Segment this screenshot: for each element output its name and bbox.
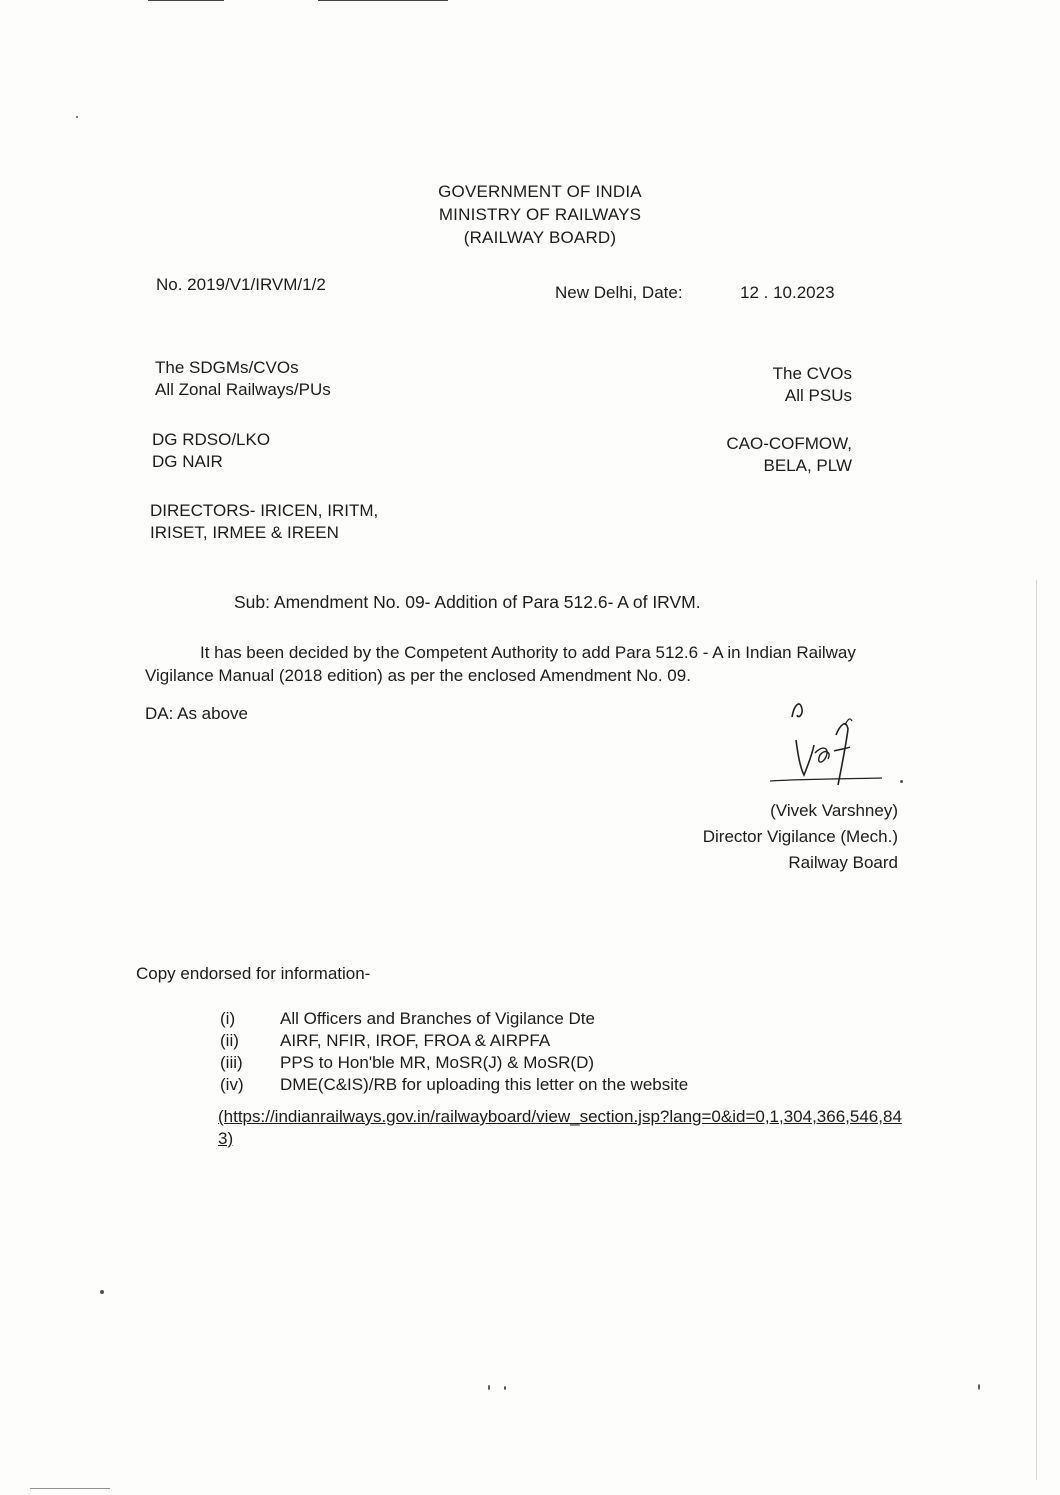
date-label: New Delhi, Date: bbox=[555, 283, 683, 302]
subject-line: Sub: Amendment No. 09- Addition of Para 512.6- A of IRVM. bbox=[234, 592, 701, 612]
scan-speck bbox=[100, 1290, 104, 1294]
addressee-line: BELA, PLW bbox=[763, 456, 852, 475]
list-item-text: DME(C&IS)/RB for uploading this letter on the website bbox=[280, 1075, 689, 1094]
addressee-dg-rdso bbox=[152, 429, 270, 473]
addressee-cvos-psus bbox=[640, 363, 852, 407]
handwritten-signature bbox=[770, 695, 910, 790]
letterhead-board: (RAILWAY BOARD) bbox=[463, 228, 617, 247]
signatory-designation: Director Vigilance (Mech.) bbox=[702, 827, 898, 846]
letterhead-government: GOVERNMENT OF INDIA bbox=[438, 182, 642, 201]
addressee-line: DG NAIR bbox=[152, 452, 223, 471]
website-link[interactable]: (https://indianrailways.gov.in/railwayboard/view_section.jsp?lang=0&id=0,1,304,366,546,843) bbox=[218, 1107, 902, 1148]
date-value: 12 . 10.2023 bbox=[740, 283, 835, 302]
scan-mark bbox=[30, 1488, 110, 1489]
letter-reference-number: No. 2019/V1/IRVM/1/2 bbox=[156, 275, 326, 294]
list-item-text: All Officers and Branches of Vigilance Dte bbox=[280, 1009, 595, 1028]
addressee-line: IRISET, IRMEE & IREEN bbox=[150, 523, 339, 542]
scan-edge-line bbox=[1036, 580, 1037, 1480]
body-paragraph bbox=[145, 641, 915, 687]
addressee-line: CAO-COFMOW, bbox=[726, 434, 852, 453]
list-item bbox=[220, 1052, 920, 1074]
signatory-office: Railway Board bbox=[788, 853, 898, 872]
list-item bbox=[220, 1008, 920, 1030]
list-item-number: (iv) bbox=[220, 1075, 244, 1094]
letterhead bbox=[330, 180, 750, 249]
list-item-number: (i) bbox=[220, 1009, 236, 1028]
body-text: It has been decided by the Competent Authority to add Para 512.6 - A in Indian Railway Vigilance Manual (2018 edition) as per the enclosed Amendment No. 09. bbox=[145, 643, 856, 685]
addressee-line: The CVOs bbox=[772, 364, 852, 383]
addressee-line: All PSUs bbox=[784, 386, 852, 405]
list-item-text: AIRF, NFIR, IROF, FROA & AIRPFA bbox=[280, 1031, 551, 1050]
enclosure-note: DA: As above bbox=[145, 704, 249, 723]
list-item bbox=[220, 1030, 920, 1052]
scan-mark bbox=[318, 0, 448, 1]
addressee-line: DG RDSO/LKO bbox=[152, 430, 271, 449]
signatory-block bbox=[620, 798, 898, 876]
addressee-cao-cofmow bbox=[640, 433, 852, 477]
scan-speck bbox=[76, 116, 78, 118]
copy-endorsed-heading: Copy endorsed for information- bbox=[136, 964, 371, 983]
letterhead-ministry: MINISTRY OF RAILWAYS bbox=[438, 205, 642, 224]
addressee-line: DIRECTORS- IRICEN, IRITM, bbox=[150, 501, 379, 520]
addressee-sdgm-cvos bbox=[155, 357, 331, 401]
copy-recipient-list bbox=[220, 1008, 920, 1096]
scan-speck bbox=[488, 1385, 490, 1390]
addressee-line: All Zonal Railways/PUs bbox=[155, 380, 331, 399]
scan-speck bbox=[978, 1384, 980, 1390]
list-item-text: PPS to Hon'ble MR, MoSR(J) & MoSR(D) bbox=[280, 1053, 595, 1072]
scan-speck bbox=[504, 1386, 506, 1390]
scan-mark bbox=[148, 0, 224, 1]
signatory-name: (Vivek Varshney) bbox=[770, 801, 898, 820]
list-item-number: (iii) bbox=[220, 1053, 243, 1072]
addressee-line: The SDGMs/CVOs bbox=[155, 358, 299, 377]
list-item-number: (ii) bbox=[220, 1031, 239, 1050]
list-item bbox=[220, 1074, 920, 1096]
addressee-directors bbox=[150, 500, 378, 544]
